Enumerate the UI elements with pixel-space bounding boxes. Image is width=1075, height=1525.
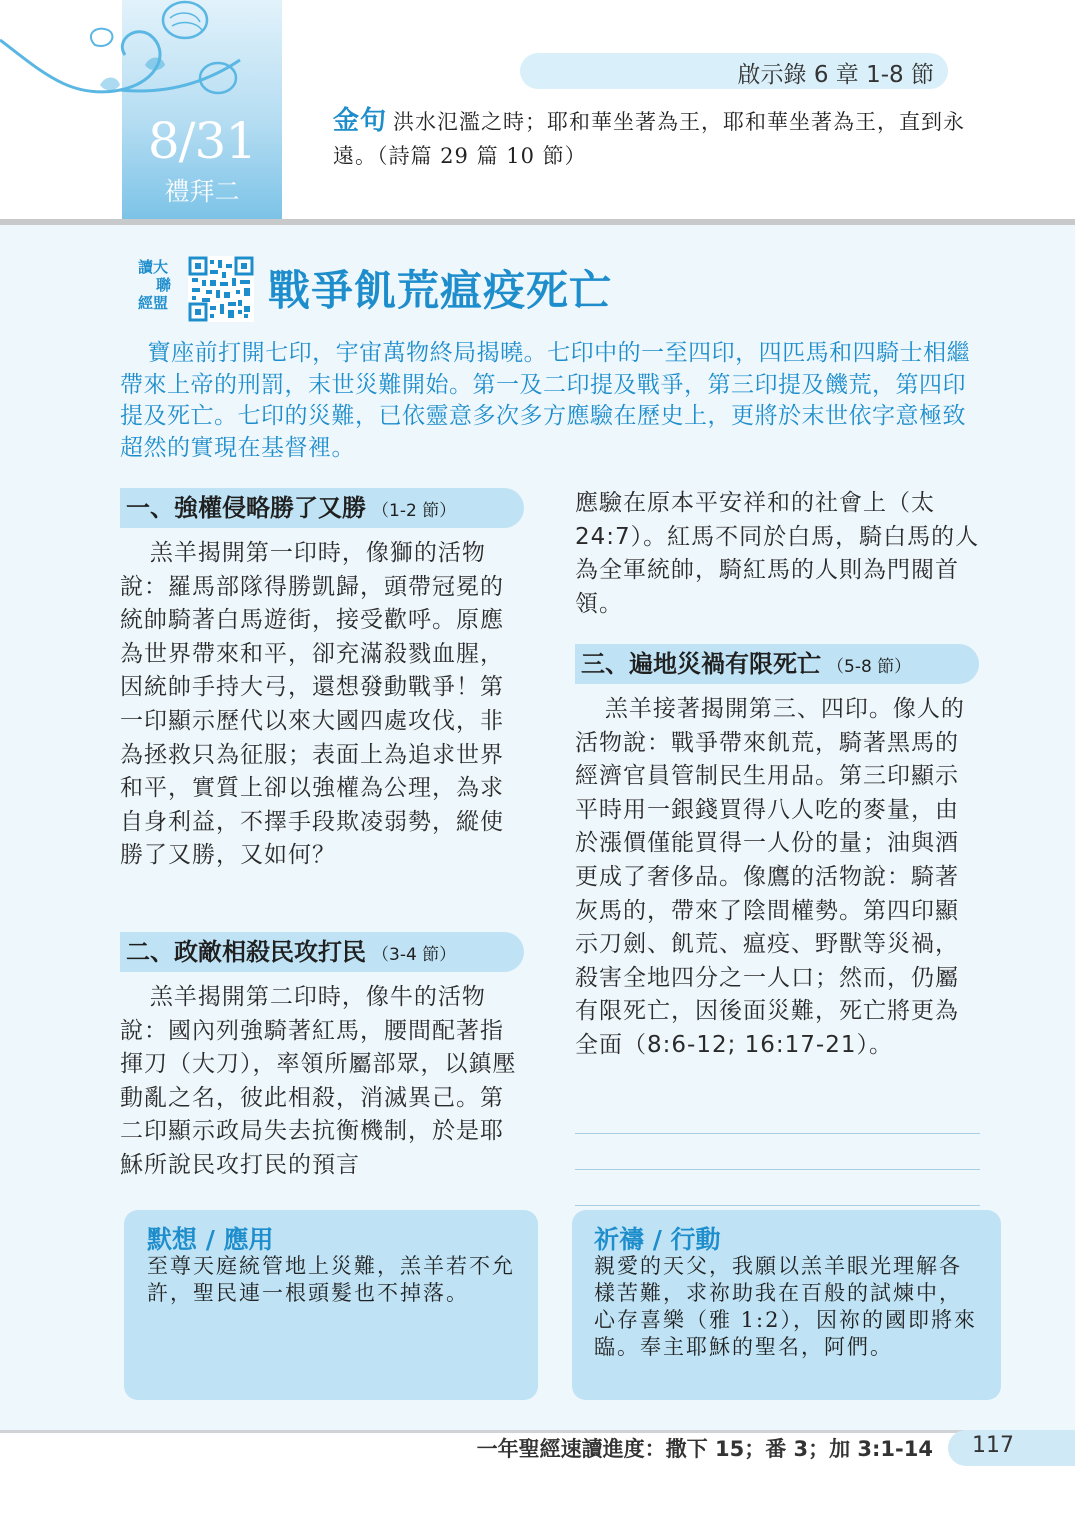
note-line — [575, 1169, 980, 1170]
page-title: 戰爭飢荒瘟疫死亡 — [268, 266, 613, 315]
note-line — [575, 1205, 980, 1206]
prayer-text: 親愛的天父，我願以羔羊眼光理解各樣苦難，求祢助我在百般的試煉中，心存喜樂（雅 1:2），因祢的國即將來臨。奉主耶穌的聖名，阿們。 — [594, 1254, 977, 1359]
section-2-text: 羔羊揭開第二印時，像牛的活物說：國內列強騎著紅馬，腰間配著指揮刀（大刀），率領所屬部眾，以鎮壓動亂之名，彼此相殺，消滅異己。第二印顯示政局失去抗衡機制，於是耶穌所說民攻打民的預言 — [120, 984, 517, 1178]
reading-plan: 一年聖經速讀進度：撒下 15；番 3；加 3:1-14 — [476, 1437, 933, 1461]
section-heading-3 — [575, 644, 979, 684]
section-heading-2 — [120, 932, 524, 972]
page-header — [0, 0, 1075, 222]
meditation-text: 至尊天庭統管地上災難，羔羊若不允許，聖民連一根頭髮也不掉落。 — [147, 1254, 515, 1305]
section-3-text: 羔羊接著揭開第三、四印。像人的活物說：戰爭帶來飢荒，騎著黑馬的經濟官員管制民生用品。第三印顯示平時用一銀錢買得八人吃的麥量，由於漲價僅能買得一人份的量；油與酒更成了奢侈品。像鷹的活物說：騎著灰馬的，帶來了陰間權勢。第四印顯示刀劍、飢荒、瘟疫、野獸等災禍，殺害全地四分之一人口；然而，仍屬有限死亡，因後面災難，死亡將更為全面（8:6-12; 16:17-21）。 — [575, 696, 965, 1058]
section-verses: （1-2 節） — [372, 501, 457, 521]
golden-verse-text: 洪水氾濫之時；耶和華坐著為王，耶和華坐著為王，直到永遠。（詩篇 29 篇 10 節） — [333, 110, 966, 168]
golden-verse-label: 金句 — [333, 106, 388, 136]
note-line — [575, 1133, 980, 1134]
section-heading-text: 一、強權侵略勝了又勝 — [126, 494, 366, 522]
section-2-continuation: 應驗在原本平安祥和的社會上（太 24:7）。紅馬不同於白馬，騎白馬的人為全軍統帥，騎紅馬的人則為門閥首領。 — [575, 490, 980, 617]
section-heading-1 — [120, 488, 524, 528]
golden-verse — [333, 104, 993, 173]
scripture-reference: 啟示錄 6 章 1-8 節 — [737, 62, 934, 88]
date: 8/31 — [147, 112, 257, 170]
section-1-text: 羔羊揭開第一印時，像獅的活物說：羅馬部隊得勝凱歸，頭帶冠冕的統帥騎著白馬遊街，接受歡呼。原應為世界帶來和平，卻充滿殺戮血腥，因統帥手持大弓，還想發動戰爭！第一印顯示歷代以來大國四處攻伐，非為拯救只為征服；表面上為追求世界和平，實質上卻以強權為公理，為求自身利益，不擇手段欺凌弱勢，縱使勝了又勝，又如何？ — [120, 540, 504, 869]
section-verses: （3-4 節） — [372, 945, 457, 965]
vine-decoration-icon — [0, 0, 280, 120]
qr-label-line: 聯 — [156, 276, 172, 294]
qr-label — [138, 258, 186, 324]
qr-label-line: 經盟 — [138, 294, 169, 312]
section-heading-text: 二、政敵相殺民攻打民 — [126, 938, 366, 966]
scripture-reference-pill — [520, 53, 948, 89]
page-number: 117 — [972, 1433, 1014, 1458]
prayer-title: 祈禱 / 行動 — [594, 1225, 721, 1254]
intro-paragraph: 寶座前打開七印，宇宙萬物終局揭曉。七印中的一至四印，四匹馬和四騎士相繼帶來上帝的刑罰，末世災難開始。第一及二印提及戰爭，第三印提及饑荒，第四印提及死亡。七印的災難，已依靈意多次多方應驗在歷史上，更將於末世依字意極致超然的實現在基督裡。 — [120, 340, 971, 461]
qr-label-line: 讀大 — [138, 258, 169, 276]
section-verses: （5-8 節） — [827, 657, 912, 677]
meditation-title: 默想 / 應用 — [147, 1225, 274, 1254]
page-number-pill — [948, 1430, 1075, 1466]
qr-code-icon[interactable] — [188, 256, 254, 322]
weekday: 禮拜二 — [164, 177, 240, 206]
section-heading-text: 三、遍地災禍有限死亡 — [581, 650, 821, 678]
